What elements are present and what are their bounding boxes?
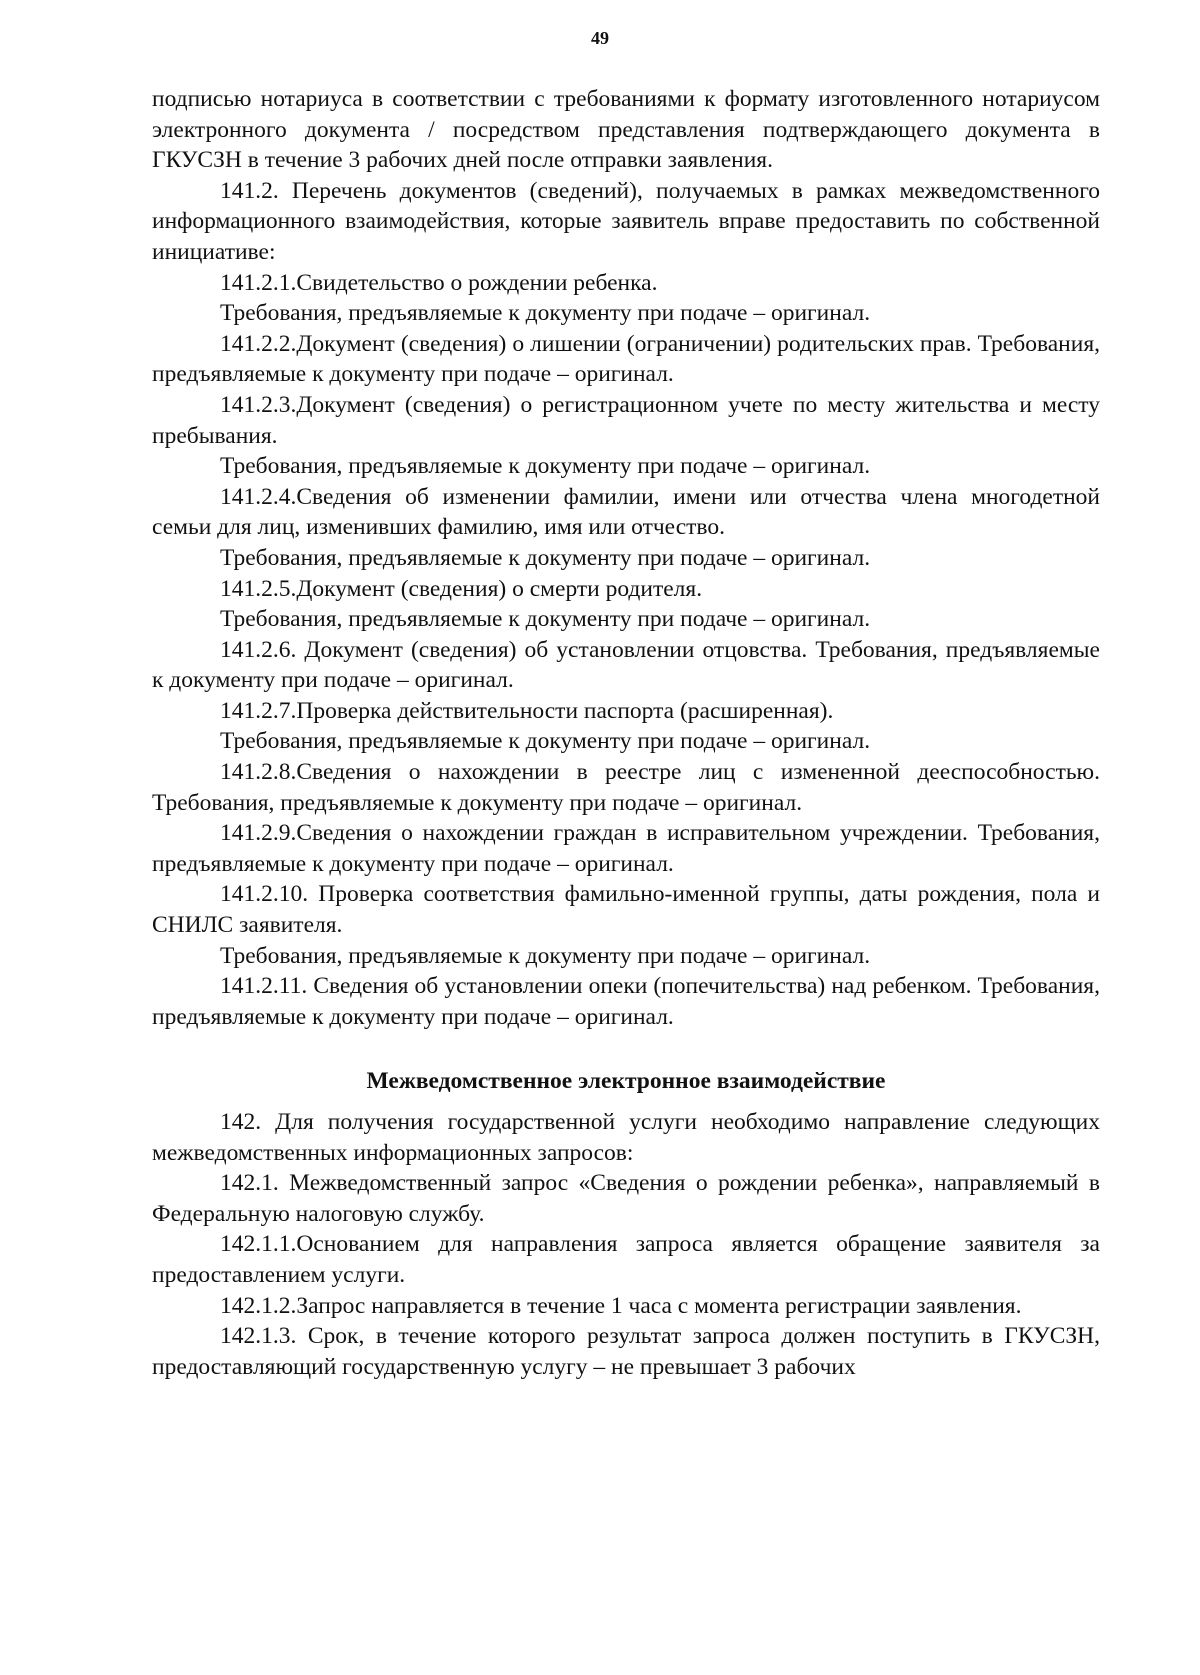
paragraph: 141.2.2.Документ (сведения) о лишении (ограничении) родительских прав. Требования, предъявляемые к документу при подаче – оригинал. bbox=[152, 330, 1100, 388]
paragraph: 141.2.6. Документ (сведения) об установлении отцовства. Требования, предъявляемые к документу при подаче – оригинал. bbox=[152, 636, 1100, 694]
paragraph: Требования, предъявляемые к документу при подаче – оригинал. bbox=[220, 728, 871, 755]
paragraph: подписью нотариуса в соответствии с требованиями к формату изготовленного нотариусом электронного документа / посредством представления подтверждающего документа в ГКУСЗН в течение 3 рабочих дней после отправки заявления. bbox=[152, 86, 1100, 174]
paragraph: Требования, предъявляемые к документу при подаче – оригинал. bbox=[220, 942, 871, 969]
paragraph: 141.2.8.Сведения о нахождении в реестре лиц с измененной дееспособностью. Требования, предъявляемые к документу при подаче – оригинал. bbox=[152, 759, 1100, 816]
paragraph: 141.2.4.Сведения об изменении фамилии, имени или отчества члена многодетной семьи для лиц, изменивших фамилию, имя или отчество. bbox=[152, 483, 1100, 541]
paragraph: 142.1.3. Срок, в течение которого результат запроса должен поступить в ГКУСЗН, предоставляющий государственную услугу – не превышает 3 рабочих bbox=[152, 1323, 1100, 1380]
section-heading: Межведомственное электронное взаимодействие bbox=[366, 1068, 886, 1095]
paragraph: 141.2.3.Документ (сведения) о регистрационном учете по месту жительства и месту пребывания. bbox=[152, 391, 1100, 449]
paragraph: 142.1.1.Основанием для направления запроса является обращение заявителя за предоставлением услуги. bbox=[152, 1231, 1100, 1288]
page-number: 49 bbox=[591, 28, 609, 48]
paragraph: 141.2.9.Сведения о нахождении граждан в исправительном учреждении. Требования, предъявляемые к документу при подаче – оригинал. bbox=[152, 820, 1100, 877]
paragraph: 141.2.1.Свидетельство о рождении ребенка. bbox=[220, 269, 658, 296]
paragraph: 141.2.11. Сведения об установлении опеки (попечительства) над ребенком. Требования, предъявляемые к документу при подаче – оригинал. bbox=[152, 973, 1100, 1030]
paragraph: 142.1. Межведомственный запрос «Сведения о рождении ребенка», направляемый в Федеральную налоговую службу. bbox=[152, 1170, 1100, 1227]
paragraph: 142.1.2.Запрос направляется в течение 1 часа с момента регистрации заявления. bbox=[220, 1292, 1022, 1319]
paragraph: Требования, предъявляемые к документу при подаче – оригинал. bbox=[220, 606, 871, 633]
paragraph: 141.2.7.Проверка действительности паспорта (расширенная). bbox=[220, 697, 834, 724]
paragraph: Требования, предъявляемые к документу при подаче – оригинал. bbox=[220, 544, 871, 571]
paragraph: 141.2.5.Документ (сведения) о смерти родителя. bbox=[220, 575, 703, 602]
paragraph: 142. Для получения государственной услуги необходимо направление следующих межведомственных информационных запросов: bbox=[152, 1109, 1100, 1166]
paragraph: Требования, предъявляемые к документу при подаче – оригинал. bbox=[220, 453, 871, 480]
document-body bbox=[152, 84, 1100, 1382]
paragraph: 141.2. Перечень документов (сведений), получаемых в рамках межведомственного информационного взаимодействия, которые заявитель вправе предоставить по собственной инициативе: bbox=[152, 177, 1100, 265]
paragraph: 141.2.10. Проверка соответствия фамильно-именной группы, даты рождения, пола и СНИЛС заявителя. bbox=[152, 881, 1100, 939]
paragraph: Требования, предъявляемые к документу при подаче – оригинал. bbox=[220, 300, 871, 327]
